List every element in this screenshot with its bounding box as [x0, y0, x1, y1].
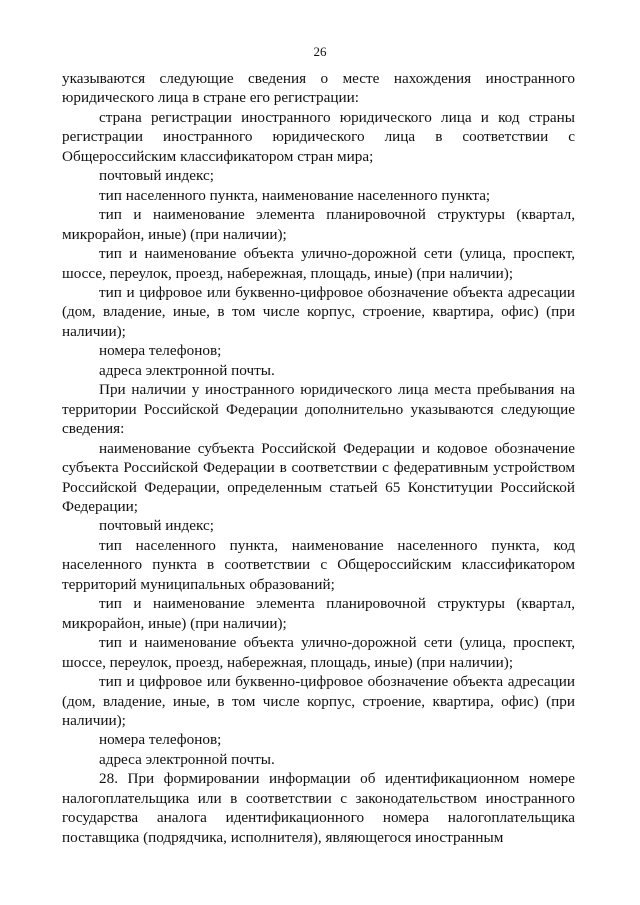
paragraph-emails: адреса электронной почты.: [99, 361, 275, 379]
paragraph-russia-presence: При наличии у иностранного юридического лица места пребывания на территории Российской Федерации дополнительно указываются следующие сведения:: [62, 381, 575, 438]
paragraph-settlement: тип населенного пункта, наименование населенного пункта;: [99, 186, 491, 204]
paragraph-planning-structure-2: тип и наименование элемента планировочной структуры (квартал, микрорайон, иные) (при наличии);: [62, 595, 575, 632]
paragraph-subject-rf: наименование субъекта Российской Федерации и кодовое обозначение субъекта Российской Федерации в соответствии с федеративным устройством Российской Федерации, определенным статьей 65 Конституции Российской Федерации;: [62, 439, 575, 515]
paragraph-country: страна регистрации иностранного юридического лица и код страны регистрации иностранного юридического лица в соответствии с Общероссийским классификатором стран мира;: [62, 108, 575, 165]
paragraph-settlement-2: тип населенного пункта, наименование населенного пункта, код населенного пункта в соответствии с Общероссийским классификатором территорий муниципальных образований;: [62, 536, 575, 593]
paragraph-item-28: 28. При формировании информации об идентификационном номере налогоплательщика или в соответствии с законодательством иностранного государства аналога идентификационного номера налогоплательщика поставщика (подрядчика, исполнителя), являющегося иностранным: [62, 770, 575, 846]
document-body: [62, 69, 575, 847]
paragraph-emails-2: адреса электронной почты.: [99, 750, 275, 768]
page-number: 26: [313, 44, 327, 59]
paragraph-phones: номера телефонов;: [99, 342, 222, 360]
paragraph-planning-structure: тип и наименование элемента планировочной структуры (квартал, микрорайон, иные) (при наличии);: [62, 206, 575, 243]
paragraph-street-network: тип и наименование объекта улично-дорожной сети (улица, проспект, шоссе, переулок, проезд, набережная, площадь, иные) (при наличии);: [62, 245, 575, 282]
paragraph-postal-index-2: почтовый индекс;: [99, 517, 214, 535]
paragraph-postal-index: почтовый индекс;: [99, 167, 214, 185]
paragraph-phones-2: номера телефонов;: [99, 731, 222, 749]
paragraph-intro: указываются следующие сведения о месте нахождения иностранного юридического лица в стране его регистрации:: [62, 70, 575, 107]
paragraph-address-object-2: тип и цифровое или буквенно-цифровое обозначение объекта адресации (дом, владение, иные, в том числе корпус, строение, квартира, офис) (при наличии);: [62, 673, 575, 729]
paragraph-address-object: тип и цифровое или буквенно-цифровое обозначение объекта адресации (дом, владение, иные, в том числе корпус, строение, квартира, офис) (при наличии);: [62, 283, 575, 340]
paragraph-street-network-2: тип и наименование объекта улично-дорожной сети (улица, проспект, шоссе, переулок, проезд, набережная, площадь, иные) (при наличии);: [62, 634, 575, 671]
